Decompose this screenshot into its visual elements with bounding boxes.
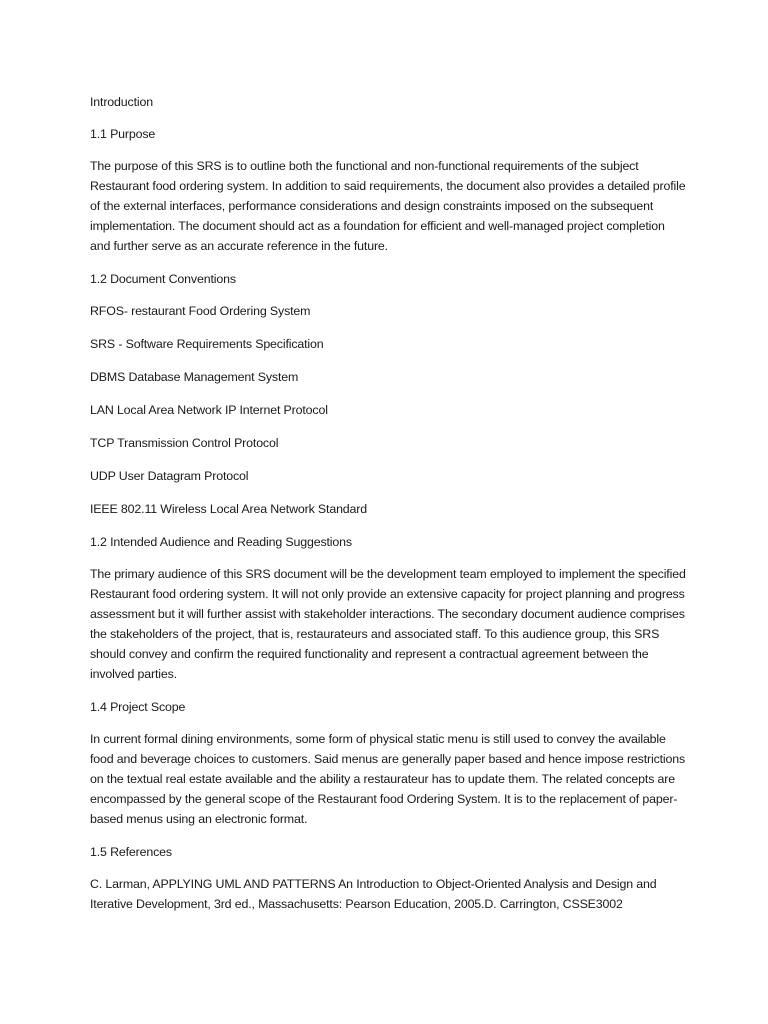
paragraph-audience: The primary audience of this SRS document will be the development team employed to implement the specified Restaurant food ordering system. It will not only provide an extensive capacity for project planning and progress assessment but it will further assist with stakeholder interactions. The secondary document audience comprises the stakeholders of the project, that is, restaurateurs and associated staff. To this audience group, this SRS should convey and confirm the required functionality and represent a contractual agreement between the involved parties. <box>90 567 686 681</box>
convention-item: IEEE 802.11 Wireless Local Area Network Standard <box>90 502 368 516</box>
heading-intended-audience: 1.2 Intended Audience and Reading Suggestions <box>90 535 352 549</box>
paragraph-purpose: The purpose of this SRS is to outline both the functional and non-functional requirements of the subject Restaurant food ordering system. In addition to said requirements, the document also provides a detailed profile of the external interfaces, performance considerations and design constraints imposed on the subsequent implementation. The document should act as a foundation for efficient and well-managed project completion and further serve as an accurate reference in the future. <box>90 159 686 253</box>
convention-item: TCP Transmission Control Protocol <box>90 436 279 450</box>
convention-item: DBMS Database Management System <box>90 370 299 384</box>
heading-purpose: 1.1 Purpose <box>90 127 156 141</box>
heading-references: 1.5 References <box>90 845 172 859</box>
convention-item: SRS - Software Requirements Specification <box>90 337 324 351</box>
document-body <box>90 92 686 927</box>
paragraph-scope: In current formal dining environments, some form of physical static menu is still used to convey the available food and beverage choices to customers. Said menus are generally paper based and hence impose restrictions on the textual real estate available and the ability a restaurateur has to update them. The related concepts are encompassed by the general scope of the Restaurant food Ordering System. It is to the replacement of paper-based menus using an electronic format. <box>90 732 686 826</box>
convention-item: UDP User Datagram Protocol <box>90 469 249 483</box>
convention-item: RFOS- restaurant Food Ordering System <box>90 304 311 318</box>
heading-document-conventions: 1.2 Document Conventions <box>90 272 236 286</box>
heading-project-scope: 1.4 Project Scope <box>90 700 186 714</box>
convention-item: LAN Local Area Network IP Internet Protocol <box>90 403 328 417</box>
heading-introduction: Introduction <box>90 95 153 109</box>
paragraph-references: C. Larman, APPLYING UML AND PATTERNS An Introduction to Object-Oriented Analysis and Design and Iterative Development, 3rd ed., Massachusetts: Pearson Education, 2005.D. Carrington, CSSE3002 <box>90 877 657 911</box>
